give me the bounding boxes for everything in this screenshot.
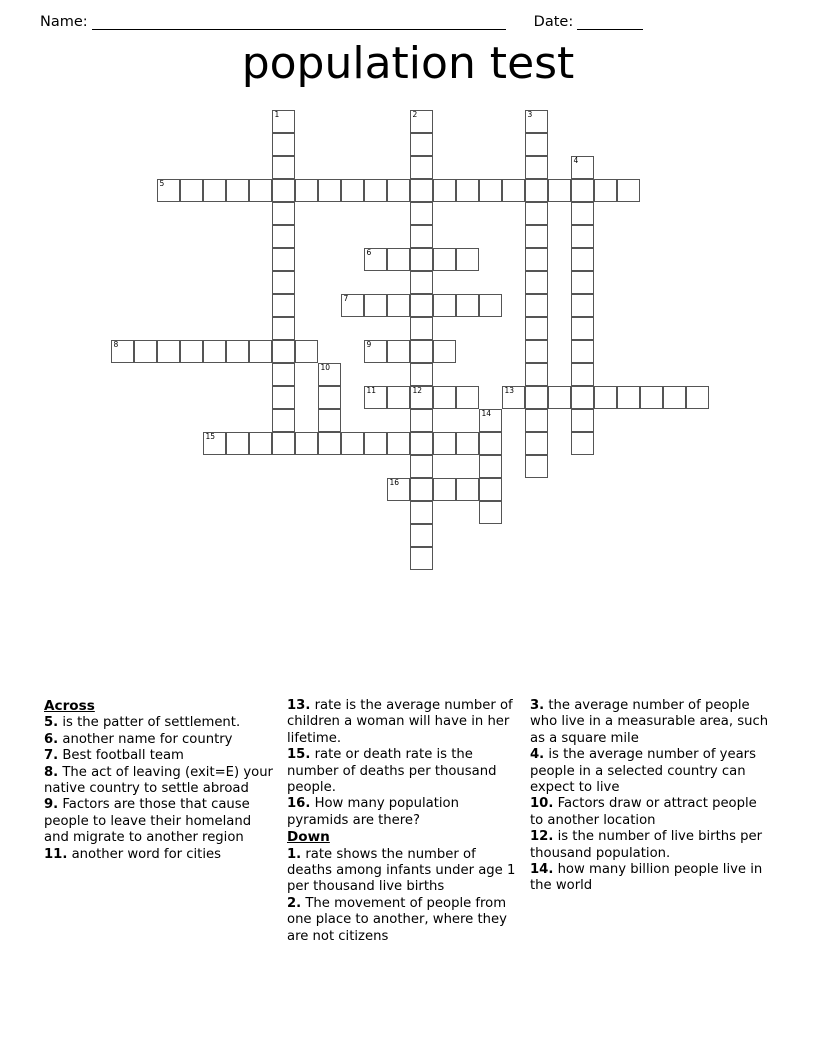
crossword-cell[interactable] xyxy=(479,455,502,478)
crossword-cell[interactable] xyxy=(479,179,502,202)
clue-item xyxy=(44,732,279,748)
crossword-cell[interactable] xyxy=(318,363,341,386)
clue-text: The movement of people from one place to another, where they are not citizens xyxy=(287,895,507,944)
cell-number: 14 xyxy=(481,408,492,418)
crossword-cell[interactable] xyxy=(249,340,272,363)
crossword-cell[interactable] xyxy=(433,432,456,455)
crossword-cell[interactable] xyxy=(571,386,594,409)
crossword-cell[interactable] xyxy=(272,340,295,363)
crossword-cell[interactable] xyxy=(525,110,548,133)
crossword-cell[interactable] xyxy=(387,179,410,202)
crossword-cell[interactable] xyxy=(180,340,203,363)
crossword-cell[interactable] xyxy=(272,179,295,202)
down-clue-list-part1 xyxy=(287,847,522,945)
crossword-cell[interactable] xyxy=(364,294,387,317)
clue-item xyxy=(287,896,522,945)
clue-number: 14. xyxy=(530,862,554,878)
crossword-cell[interactable] xyxy=(410,501,433,524)
crossword-cell[interactable] xyxy=(525,432,548,455)
crossword-cell[interactable] xyxy=(180,179,203,202)
across-heading: Across xyxy=(44,698,95,714)
cell-number: 11 xyxy=(366,385,377,395)
crossword-cell[interactable] xyxy=(318,409,341,432)
crossword-cell[interactable] xyxy=(571,156,594,179)
crossword-cell[interactable] xyxy=(525,317,548,340)
cell-number: 7 xyxy=(343,293,349,303)
clue-text: is the number of live births per thousand population. xyxy=(530,829,763,861)
crossword-cell[interactable] xyxy=(249,432,272,455)
clue-item xyxy=(530,829,772,862)
clue-number: 10. xyxy=(530,796,554,812)
crossword-cell[interactable] xyxy=(410,133,433,156)
crossword-cell[interactable] xyxy=(410,179,433,202)
crossword-cell[interactable] xyxy=(318,386,341,409)
cell-number: 16 xyxy=(389,477,400,487)
clue-column-3 xyxy=(530,698,780,945)
crossword-cell[interactable] xyxy=(410,524,433,547)
crossword-cell[interactable] xyxy=(410,294,433,317)
crossword-cell[interactable] xyxy=(571,179,594,202)
clue-text: rate is the average number of children a woman will have in her lifetime. xyxy=(287,698,513,746)
clue-number: 7. xyxy=(44,748,59,764)
crossword-cell[interactable] xyxy=(341,432,364,455)
crossword-cell[interactable] xyxy=(479,409,502,432)
clue-number: 15. xyxy=(287,747,311,763)
crossword-cell[interactable] xyxy=(525,363,548,386)
crossword-cell[interactable] xyxy=(387,294,410,317)
crossword-cell[interactable] xyxy=(111,340,134,363)
crossword-cell[interactable] xyxy=(433,294,456,317)
clue-text: How many population pyramids are there? xyxy=(287,796,459,828)
crossword-cell[interactable] xyxy=(571,363,594,386)
cell-number: 13 xyxy=(504,385,515,395)
clue-item xyxy=(44,715,279,731)
crossword-cell[interactable] xyxy=(571,202,594,225)
crossword-cell[interactable] xyxy=(456,386,479,409)
crossword-cell[interactable] xyxy=(272,386,295,409)
crossword-cell[interactable] xyxy=(364,340,387,363)
crossword-cell[interactable] xyxy=(272,202,295,225)
crossword-cell[interactable] xyxy=(226,340,249,363)
across-clue-list-part2 xyxy=(287,698,522,829)
crossword-cell[interactable] xyxy=(341,179,364,202)
clue-item xyxy=(287,847,522,896)
crossword-cell[interactable] xyxy=(525,271,548,294)
crossword-cell[interactable] xyxy=(525,225,548,248)
clue-number: 6. xyxy=(44,731,59,747)
clue-column-1 xyxy=(44,698,287,945)
crossword-cell[interactable] xyxy=(295,340,318,363)
crossword-cell[interactable] xyxy=(134,340,157,363)
name-write-line[interactable] xyxy=(92,16,506,30)
down-clue-list-part2 xyxy=(530,698,772,895)
crossword-cell[interactable] xyxy=(525,340,548,363)
clue-number: 9. xyxy=(44,797,59,813)
crossword-cell[interactable] xyxy=(571,271,594,294)
cell-number: 4 xyxy=(573,155,579,165)
crossword-cell[interactable] xyxy=(203,340,226,363)
clue-text: Factors draw or attract people to another location xyxy=(530,796,757,828)
clue-item xyxy=(44,847,279,863)
crossword-cell[interactable] xyxy=(387,478,410,501)
crossword-cell[interactable] xyxy=(525,202,548,225)
crossword-cell[interactable] xyxy=(272,363,295,386)
crossword-cell[interactable] xyxy=(617,179,640,202)
date-write-line[interactable] xyxy=(577,16,643,30)
crossword-cell[interactable] xyxy=(571,317,594,340)
crossword-grid xyxy=(111,110,651,570)
crossword-cell[interactable] xyxy=(364,386,387,409)
crossword-cell[interactable] xyxy=(203,432,226,455)
clue-text: how many billion people live in the world xyxy=(530,862,763,894)
crossword-cell[interactable] xyxy=(272,317,295,340)
down-heading: Down xyxy=(287,829,330,846)
crossword-cell[interactable] xyxy=(571,409,594,432)
cell-number: 6 xyxy=(366,247,372,257)
clue-item xyxy=(44,797,279,846)
crossword-cell[interactable] xyxy=(663,386,686,409)
clue-item xyxy=(44,748,279,764)
clue-column-2 xyxy=(287,698,530,945)
crossword-cell[interactable] xyxy=(617,386,640,409)
clue-number: 12. xyxy=(530,829,554,845)
crossword-cell[interactable] xyxy=(410,317,433,340)
crossword-cell[interactable] xyxy=(686,386,709,409)
cell-number: 9 xyxy=(366,339,372,349)
crossword-cell[interactable] xyxy=(548,386,571,409)
crossword-cell[interactable] xyxy=(548,179,571,202)
clue-number: 3. xyxy=(530,698,545,713)
clue-item xyxy=(530,747,772,796)
crossword-cell[interactable] xyxy=(525,409,548,432)
clue-item xyxy=(287,796,522,829)
clue-text: is the average number of years people in a selected country can expect to live xyxy=(530,747,756,796)
clue-text: rate shows the number of deaths among infants under age 1 per thousand live births xyxy=(287,846,516,895)
crossword-cell[interactable] xyxy=(387,386,410,409)
cell-number: 3 xyxy=(527,109,533,119)
worksheet-header xyxy=(0,0,816,30)
clue-text: another name for country xyxy=(58,731,233,747)
crossword-cell[interactable] xyxy=(272,248,295,271)
crossword-cell[interactable] xyxy=(364,432,387,455)
crossword-cell[interactable] xyxy=(157,340,180,363)
crossword-cell[interactable] xyxy=(410,432,433,455)
crossword-cell[interactable] xyxy=(456,478,479,501)
cell-number: 8 xyxy=(113,339,119,349)
crossword-cell[interactable] xyxy=(364,179,387,202)
crossword-cell[interactable] xyxy=(203,179,226,202)
crossword-cell[interactable] xyxy=(502,386,525,409)
clue-number: 4. xyxy=(530,747,545,763)
crossword-cell[interactable] xyxy=(525,386,548,409)
crossword-cell[interactable] xyxy=(249,179,272,202)
crossword-cell[interactable] xyxy=(410,547,433,570)
crossword-cell[interactable] xyxy=(272,133,295,156)
crossword-cell[interactable] xyxy=(433,386,456,409)
crossword-cell[interactable] xyxy=(318,179,341,202)
crossword-cell[interactable] xyxy=(272,156,295,179)
crossword-cell[interactable] xyxy=(525,248,548,271)
cell-number: 12 xyxy=(412,385,423,395)
clue-number: 16. xyxy=(287,796,311,812)
name-label: Name: xyxy=(40,14,88,30)
crossword-cell[interactable] xyxy=(295,432,318,455)
clue-text: Best football team xyxy=(58,748,184,764)
clue-text: rate or death rate is the number of deaths per thousand people. xyxy=(287,747,497,796)
clue-item xyxy=(530,796,772,829)
crossword-cell[interactable] xyxy=(640,386,663,409)
cell-number: 2 xyxy=(412,109,418,119)
crossword-cell[interactable] xyxy=(525,133,548,156)
clue-text: another word for cities xyxy=(67,846,221,862)
crossword-cell[interactable] xyxy=(525,294,548,317)
clue-text: the average number of people who live in a measurable area, such as a square mile xyxy=(530,698,769,746)
crossword-cell[interactable] xyxy=(272,110,295,133)
cell-number: 5 xyxy=(159,178,165,188)
clue-number: 2. xyxy=(287,895,302,911)
crossword-cell[interactable] xyxy=(456,432,479,455)
clue-number: 5. xyxy=(44,715,59,731)
clue-text: is the patter of settlement. xyxy=(58,715,241,731)
cell-number: 1 xyxy=(274,109,280,119)
crossword-cell[interactable] xyxy=(226,432,249,455)
crossword-cell[interactable] xyxy=(318,432,341,455)
crossword-cell[interactable] xyxy=(571,248,594,271)
crossword-cell[interactable] xyxy=(479,294,502,317)
clue-lists xyxy=(44,698,784,945)
clue-number: 13. xyxy=(287,698,311,713)
clue-item xyxy=(287,698,522,747)
date-label: Date: xyxy=(533,14,574,30)
crossword-cell[interactable] xyxy=(479,432,502,455)
name-field-group xyxy=(40,14,508,30)
crossword-cell[interactable] xyxy=(157,179,180,202)
date-field-group xyxy=(534,14,646,30)
crossword-cell[interactable] xyxy=(272,432,295,455)
page-title: population test xyxy=(241,38,575,89)
cell-number: 15 xyxy=(205,431,216,441)
clue-number: 11. xyxy=(44,846,68,862)
crossword-cell[interactable] xyxy=(295,179,318,202)
crossword-cell[interactable] xyxy=(272,225,295,248)
crossword-cell[interactable] xyxy=(410,455,433,478)
crossword-cell[interactable] xyxy=(456,248,479,271)
crossword-cell[interactable] xyxy=(226,179,249,202)
crossword-cell[interactable] xyxy=(479,501,502,524)
crossword-cell[interactable] xyxy=(410,225,433,248)
crossword-cell[interactable] xyxy=(272,271,295,294)
crossword-cell[interactable] xyxy=(571,294,594,317)
crossword-cell[interactable] xyxy=(364,248,387,271)
crossword-cell[interactable] xyxy=(433,179,456,202)
clue-number: 8. xyxy=(44,764,59,780)
crossword-cell[interactable] xyxy=(410,340,433,363)
crossword-cell[interactable] xyxy=(456,179,479,202)
crossword-cell[interactable] xyxy=(594,386,617,409)
clue-item xyxy=(287,747,522,796)
crossword-cell[interactable] xyxy=(433,248,456,271)
cell-number: 10 xyxy=(320,362,331,372)
crossword-cell[interactable] xyxy=(594,179,617,202)
clue-text: The act of leaving (exit=E) your native country to settle abroad xyxy=(44,764,273,797)
crossword-cell[interactable] xyxy=(410,478,433,501)
crossword-cell[interactable] xyxy=(341,294,364,317)
clue-number: 1. xyxy=(287,846,302,862)
across-clue-list-part1 xyxy=(44,715,279,863)
crossword-cell[interactable] xyxy=(571,340,594,363)
crossword-cell[interactable] xyxy=(410,386,433,409)
crossword-cell[interactable] xyxy=(525,179,548,202)
crossword-cell[interactable] xyxy=(433,340,456,363)
crossword-cell[interactable] xyxy=(272,409,295,432)
clue-item xyxy=(530,698,772,747)
crossword-cell[interactable] xyxy=(571,225,594,248)
crossword-cell[interactable] xyxy=(456,294,479,317)
crossword-cell[interactable] xyxy=(387,340,410,363)
crossword-cell[interactable] xyxy=(410,248,433,271)
clue-item xyxy=(530,862,772,895)
crossword-cell[interactable] xyxy=(479,478,502,501)
crossword-cell[interactable] xyxy=(502,179,525,202)
crossword-cell[interactable] xyxy=(410,363,433,386)
crossword-cell[interactable] xyxy=(525,455,548,478)
crossword-cell[interactable] xyxy=(410,202,433,225)
crossword-cell[interactable] xyxy=(387,248,410,271)
crossword-cell[interactable] xyxy=(410,409,433,432)
crossword-cell[interactable] xyxy=(387,432,410,455)
crossword-cell[interactable] xyxy=(272,294,295,317)
crossword-cell[interactable] xyxy=(410,110,433,133)
crossword-cell[interactable] xyxy=(525,156,548,179)
crossword-cell[interactable] xyxy=(571,432,594,455)
clue-text: Factors are those that cause people to leave their homeland and migrate to another region xyxy=(44,797,252,846)
crossword-cell[interactable] xyxy=(433,478,456,501)
crossword-cell[interactable] xyxy=(410,271,433,294)
clue-item xyxy=(44,765,279,798)
crossword-cell[interactable] xyxy=(410,156,433,179)
